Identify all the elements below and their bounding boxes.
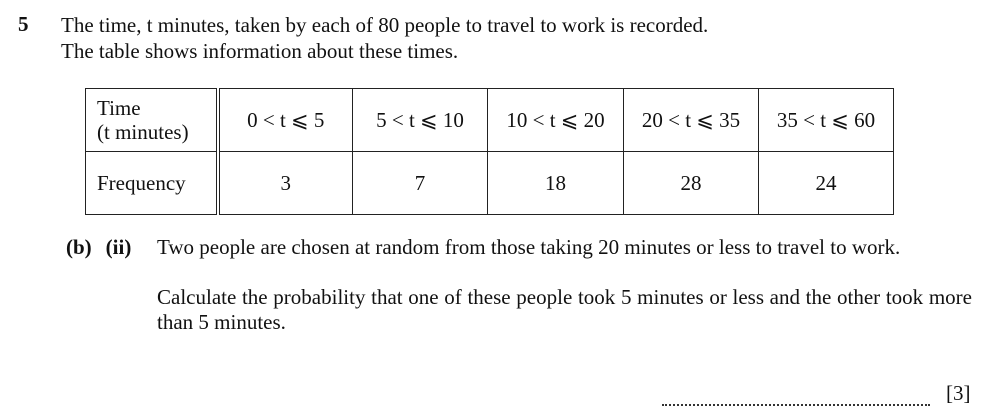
part-label (66, 235, 131, 260)
frequency-cell: 7 (353, 152, 488, 215)
part-letter: (b) (66, 235, 92, 259)
interval-cell: 0 < t ⩽ 5 (218, 89, 353, 152)
interval-cell: 5 < t ⩽ 10 (353, 89, 488, 152)
time-header-cell (86, 89, 218, 152)
interval-cell: 20 < t ⩽ 35 (624, 89, 759, 152)
table-row-time (86, 89, 894, 152)
time-header-line-2: (t minutes) (97, 120, 189, 144)
answer-area (662, 381, 971, 406)
part-subletter: (ii) (105, 235, 132, 259)
frequency-cell: 3 (218, 152, 353, 215)
question-intro (61, 12, 708, 64)
interval-cell: 35 < t ⩽ 60 (759, 89, 894, 152)
time-header-line-1: Time (97, 96, 141, 120)
part-instruction: Calculate the probability that one of these people took 5 minutes or less and the other took more than 5 minutes. (157, 285, 972, 334)
frequency-header-cell: Frequency (86, 152, 218, 215)
part-question-text: Two people are chosen at random from those taking 20 minutes or less to travel to work. (157, 235, 901, 259)
frequency-cell: 24 (759, 152, 894, 215)
marks-label: [3] (946, 381, 971, 405)
answer-line[interactable] (662, 386, 930, 406)
question-number: 5 (18, 12, 29, 36)
table-row-frequency (86, 152, 894, 215)
frequency-table (85, 88, 894, 215)
intro-line-1: The time, t minutes, taken by each of 80 people to travel to work is recorded. (61, 13, 709, 37)
frequency-cell: 28 (624, 152, 759, 215)
interval-cell: 10 < t ⩽ 20 (488, 89, 624, 152)
frequency-cell: 18 (488, 152, 624, 215)
intro-line-2: The table shows information about these times. (61, 39, 459, 63)
